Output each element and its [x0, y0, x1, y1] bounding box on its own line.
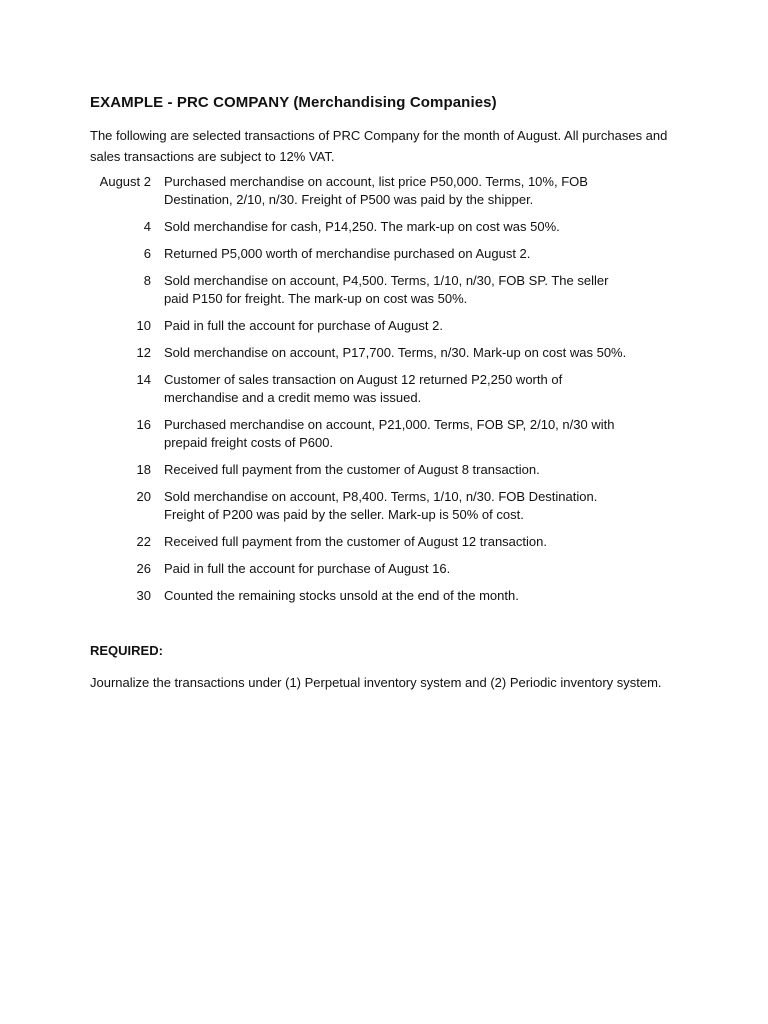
transaction-row — [90, 416, 678, 452]
transaction-row — [90, 317, 678, 335]
transaction-date: 20 — [136, 489, 151, 504]
transaction-date: 8 — [143, 273, 151, 288]
transaction-row — [90, 272, 678, 308]
transaction-description: Sold merchandise on account, P8,400. Terms, 1/10, n/30. FOB Destination. Freight of P200 was paid by the seller. Mark-up is 50% of cost. — [164, 489, 598, 522]
transaction-row — [90, 488, 678, 524]
transaction-description: Purchased merchandise on account, list price P50,000. Terms, 10%, FOB Destination, 2/10, n/30. Freight of P500 was paid by the shipper. — [164, 174, 588, 207]
transaction-row — [90, 587, 678, 605]
transaction-row — [90, 344, 678, 362]
transaction-date: 10 — [136, 318, 151, 333]
transaction-date: 4 — [143, 219, 151, 234]
transaction-description: Counted the remaining stocks unsold at the end of the month. — [164, 588, 519, 603]
required-heading: REQUIRED: — [90, 643, 163, 658]
transaction-date: 6 — [143, 246, 151, 261]
transaction-description: Paid in full the account for purchase of August 2. — [164, 318, 443, 333]
transaction-row — [90, 560, 678, 578]
transaction-description: Sold merchandise on account, P17,700. Terms, n/30. Mark-up on cost was 50%. — [164, 345, 627, 360]
transaction-row — [90, 371, 678, 407]
transaction-description: Received full payment from the customer of August 8 transaction. — [164, 462, 540, 477]
transaction-date: August 2 — [99, 174, 151, 189]
transaction-date: 30 — [136, 588, 151, 603]
transaction-row — [90, 173, 678, 209]
transaction-date: 18 — [136, 462, 151, 477]
transaction-row — [90, 218, 678, 236]
transaction-description: Customer of sales transaction on August 12 returned P2,250 worth of merchandise and a credit memo was issued. — [164, 372, 563, 405]
transaction-date: 16 — [136, 417, 151, 432]
transaction-row — [90, 461, 678, 479]
transaction-description: Received full payment from the customer of August 12 transaction. — [164, 534, 547, 549]
intro-paragraph: The following are selected transactions of PRC Company for the month of August. All purchases and sales transactions are subject to 12% VAT. — [90, 128, 668, 164]
transaction-description: Sold merchandise for cash, P14,250. The mark-up on cost was 50%. — [164, 219, 560, 234]
transaction-row — [90, 245, 678, 263]
transaction-date: 12 — [136, 345, 151, 360]
transaction-description: Returned P5,000 worth of merchandise purchased on August 2. — [164, 246, 531, 261]
transaction-row — [90, 533, 678, 551]
transaction-date: 22 — [136, 534, 151, 549]
instruction-paragraph: Journalize the transactions under (1) Perpetual inventory system and (2) Periodic inventory system. — [90, 675, 662, 690]
transaction-date: 26 — [136, 561, 151, 576]
transaction-date: 14 — [136, 372, 151, 387]
transaction-list — [90, 173, 678, 605]
transaction-description: Paid in full the account for purchase of August 16. — [164, 561, 451, 576]
document-title: EXAMPLE - PRC COMPANY (Merchandising Companies) — [90, 94, 497, 111]
transaction-description: Purchased merchandise on account, P21,000. Terms, FOB SP, 2/10, n/30 with prepaid freight costs of P600. — [164, 417, 615, 450]
transaction-description: Sold merchandise on account, P4,500. Terms, 1/10, n/30, FOB SP. The seller paid P150 for freight. The mark-up on cost was 50%. — [164, 273, 609, 306]
